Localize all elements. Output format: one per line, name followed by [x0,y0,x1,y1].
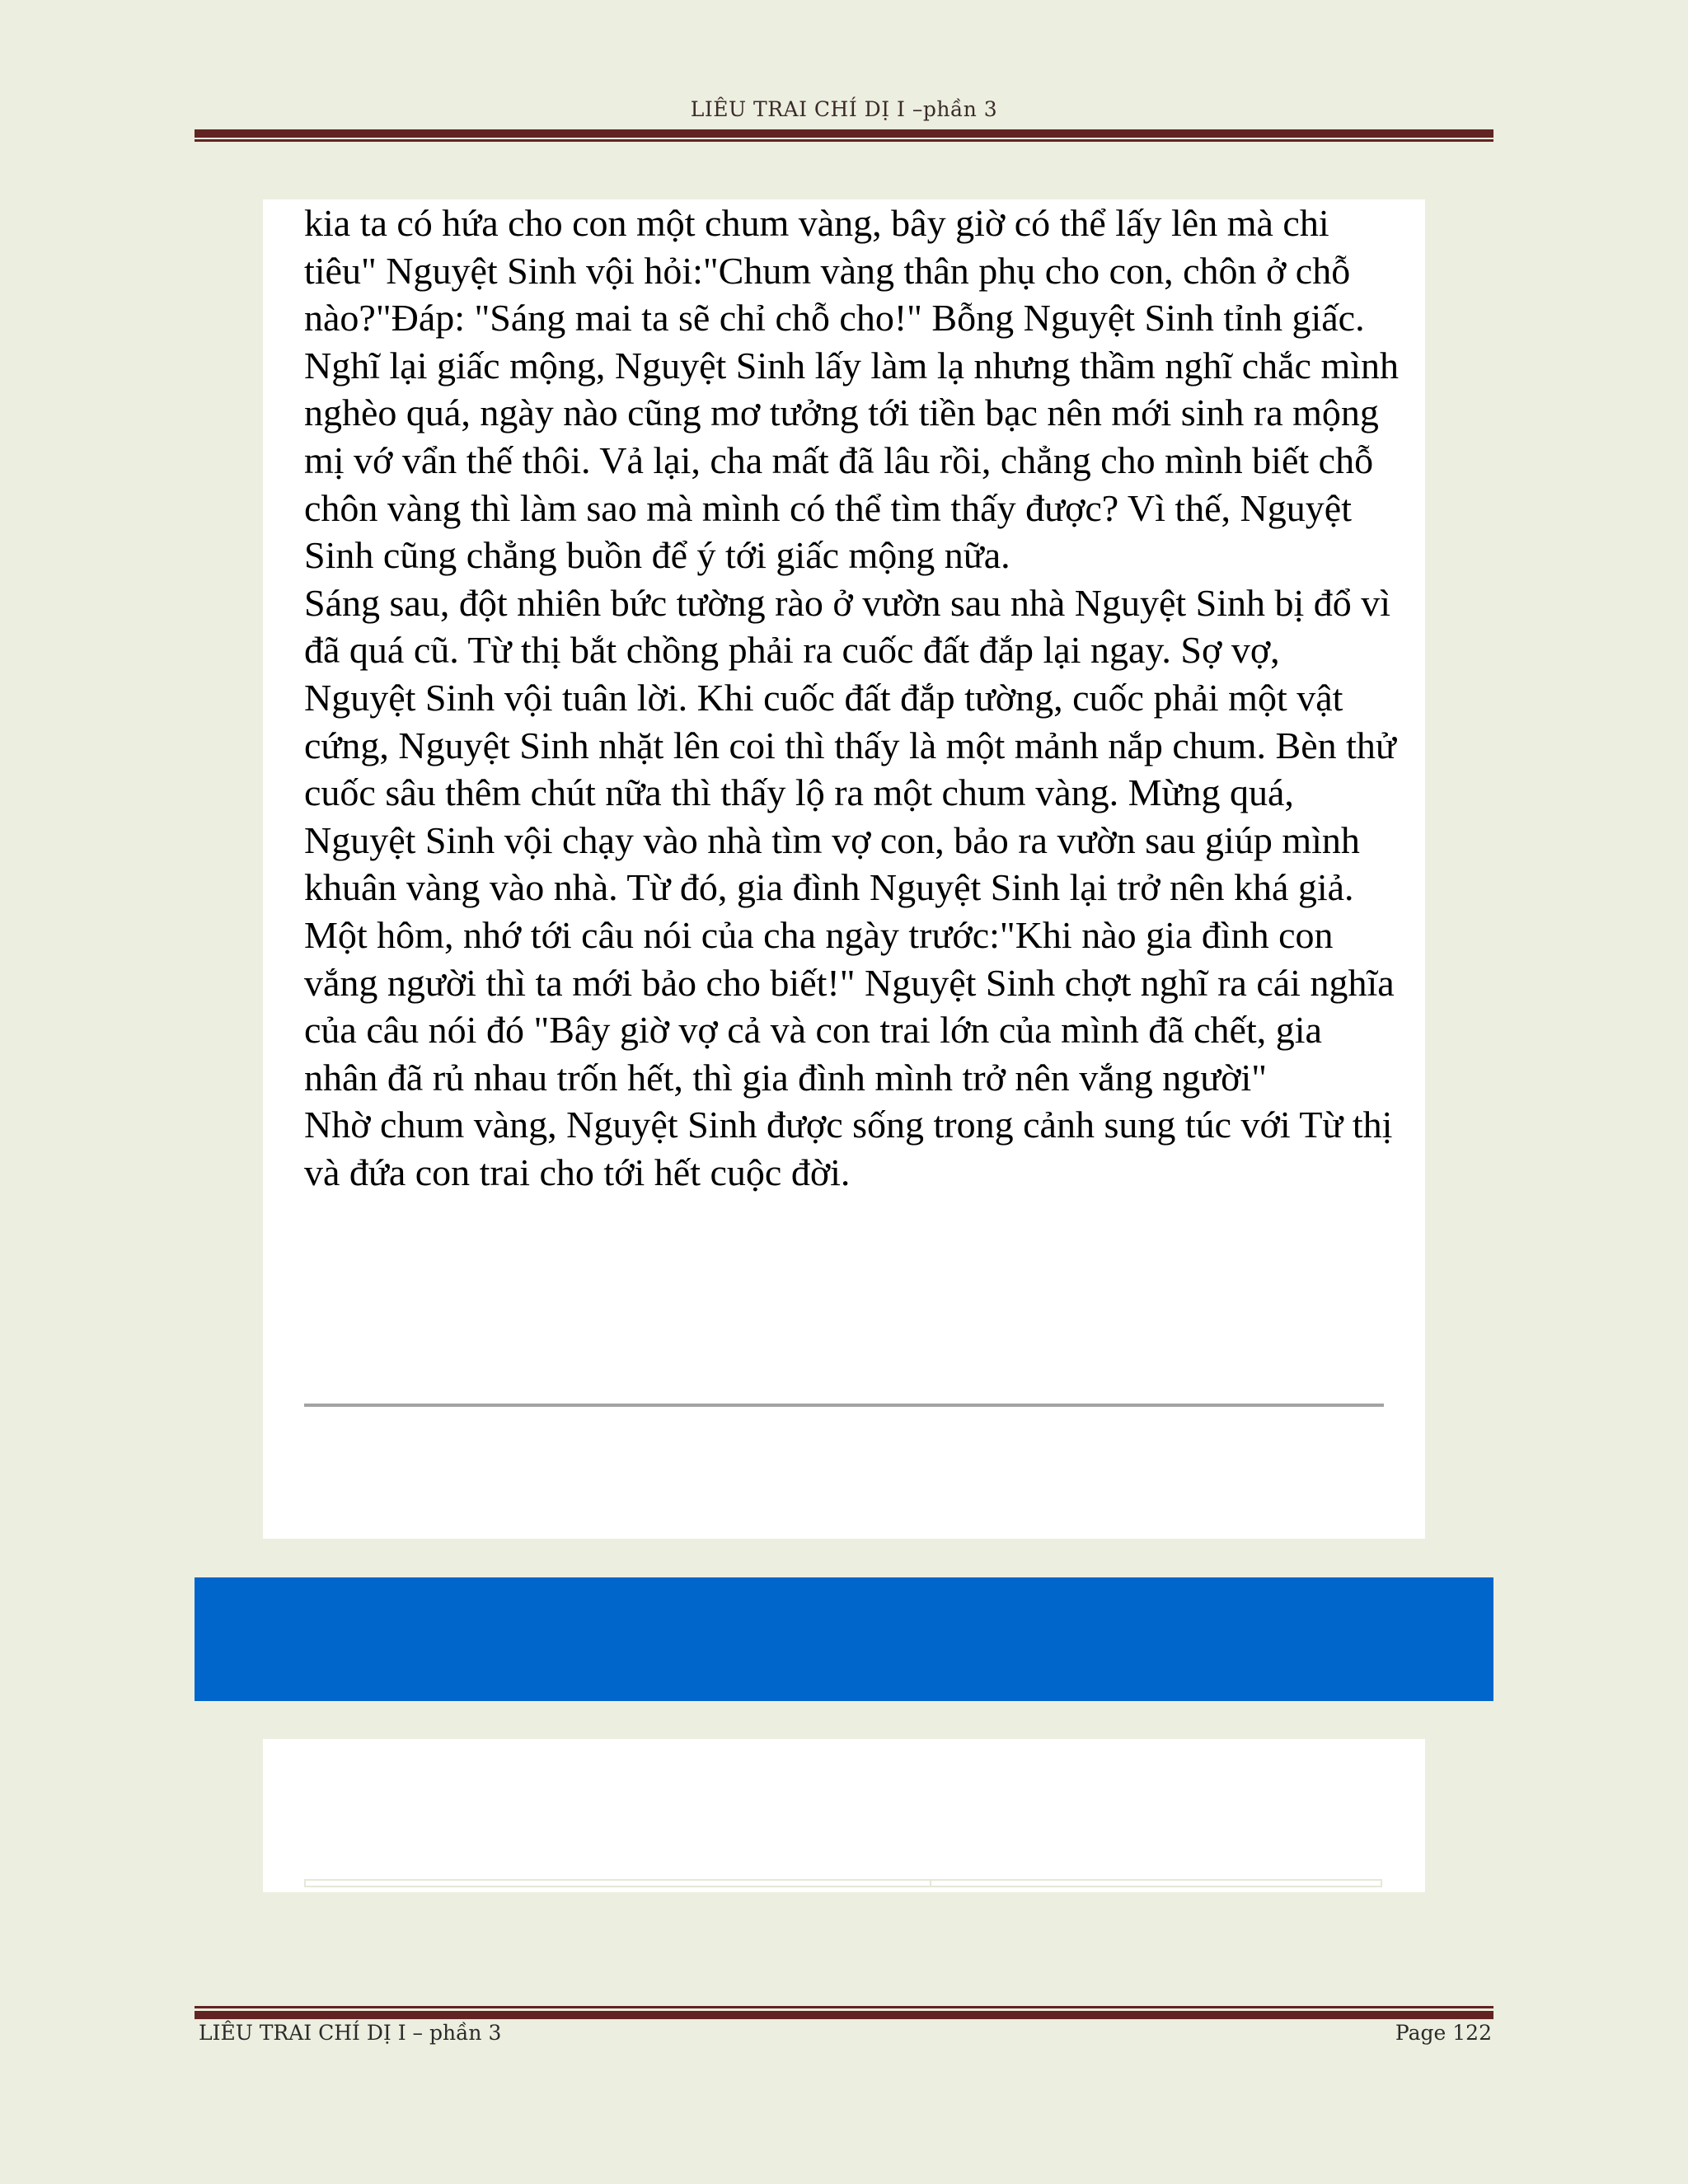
story-paragraph: kia ta có hứa cho con một chum vàng, bây giờ có thể lấy lên mà chi tiêu" Nguyệt Sinh vội hỏi:"Chum vàng thân phụ cho con, chôn ở chỗ nào?"Đáp: "Sáng mai ta sẽ chỉ chỗ cho!" Bỗng Nguyệt Sinh tỉnh giấc. Nghĩ lại giấc mộng, Nguyệt Sinh lấy làm lạ nhưng thầm nghĩ chắc mình nghèo quá, ngày nào cũng mơ tưởng tới tiền bạc nên mới sinh ra mộng mị vớ vẩn thế thôi. Vả lại, cha mất đã lâu rồi, chẳng cho mình biết chỗ chôn vàng thì làm sao mà mình có thể tìm thấy được? Vì thế, Nguyệt Sinh cũng chẳng buồn để ý tới giấc mộng nữa. [304,202,1400,577]
story-paragraph: Một hôm, nhớ tới câu nói của cha ngày trước:"Khi nào gia đình con vắng người thì ta mới bảo cho biết!" Nguyệt Sinh chợt nghĩ ra cái nghĩa của câu nói đó "Bây giờ vợ cả và con trai lớn của mình đã chết, gia nhân đã rủ nhau trốn hết, thì gia đình mình trở nên vắng người" [304,913,1395,1099]
header-rule-thick [195,129,1493,138]
story-text [304,199,1400,1196]
blue-banner [195,1577,1493,1701]
page-header-title: LIÊU TRAI CHÍ DỊ I –phần 3 [690,97,998,121]
footer-rule-thin [195,2006,1493,2008]
page-number: Page 122 [1395,2021,1492,2045]
section-divider [304,1404,1384,1407]
empty-table [304,1879,1382,1887]
lower-panel [263,1739,1425,1892]
footer-title: LIÊU TRAI CHÍ DỊ I – phần 3 [199,2021,502,2045]
story-paragraph: Nhờ chum vàng, Nguyệt Sinh được sống trong cảnh sung túc với Từ thị và đứa con trai cho tới hết cuộc đời. [304,1104,1393,1193]
empty-table-column-divider [930,1879,931,1887]
header-rule-thin [195,139,1493,142]
footer-rule-thick [195,2011,1493,2019]
story-paragraph: Sáng sau, đột nhiên bức tường rào ở vườn sau nhà Nguyệt Sinh bị đổ vì đã quá cũ. Từ thị bắt chồng phải ra cuốc đất đắp lại ngay. Sợ vợ, Nguyệt Sinh vội tuân lời. Khi cuốc đất đắp tường, cuốc phải một vật cứng, Nguyệt Sinh nhặt lên coi thì thấy là một mảnh nắp chum. Bèn thử cuốc sâu thêm chút nữa thì thấy lộ ra một chum vàng. Mừng quá, Nguyệt Sinh vội chạy vào nhà tìm vợ con, bảo ra vườn sau giúp mình khuân vàng vào nhà. Từ đó, gia đình Nguyệt Sinh lại trở nên khá giả. [304,581,1396,909]
